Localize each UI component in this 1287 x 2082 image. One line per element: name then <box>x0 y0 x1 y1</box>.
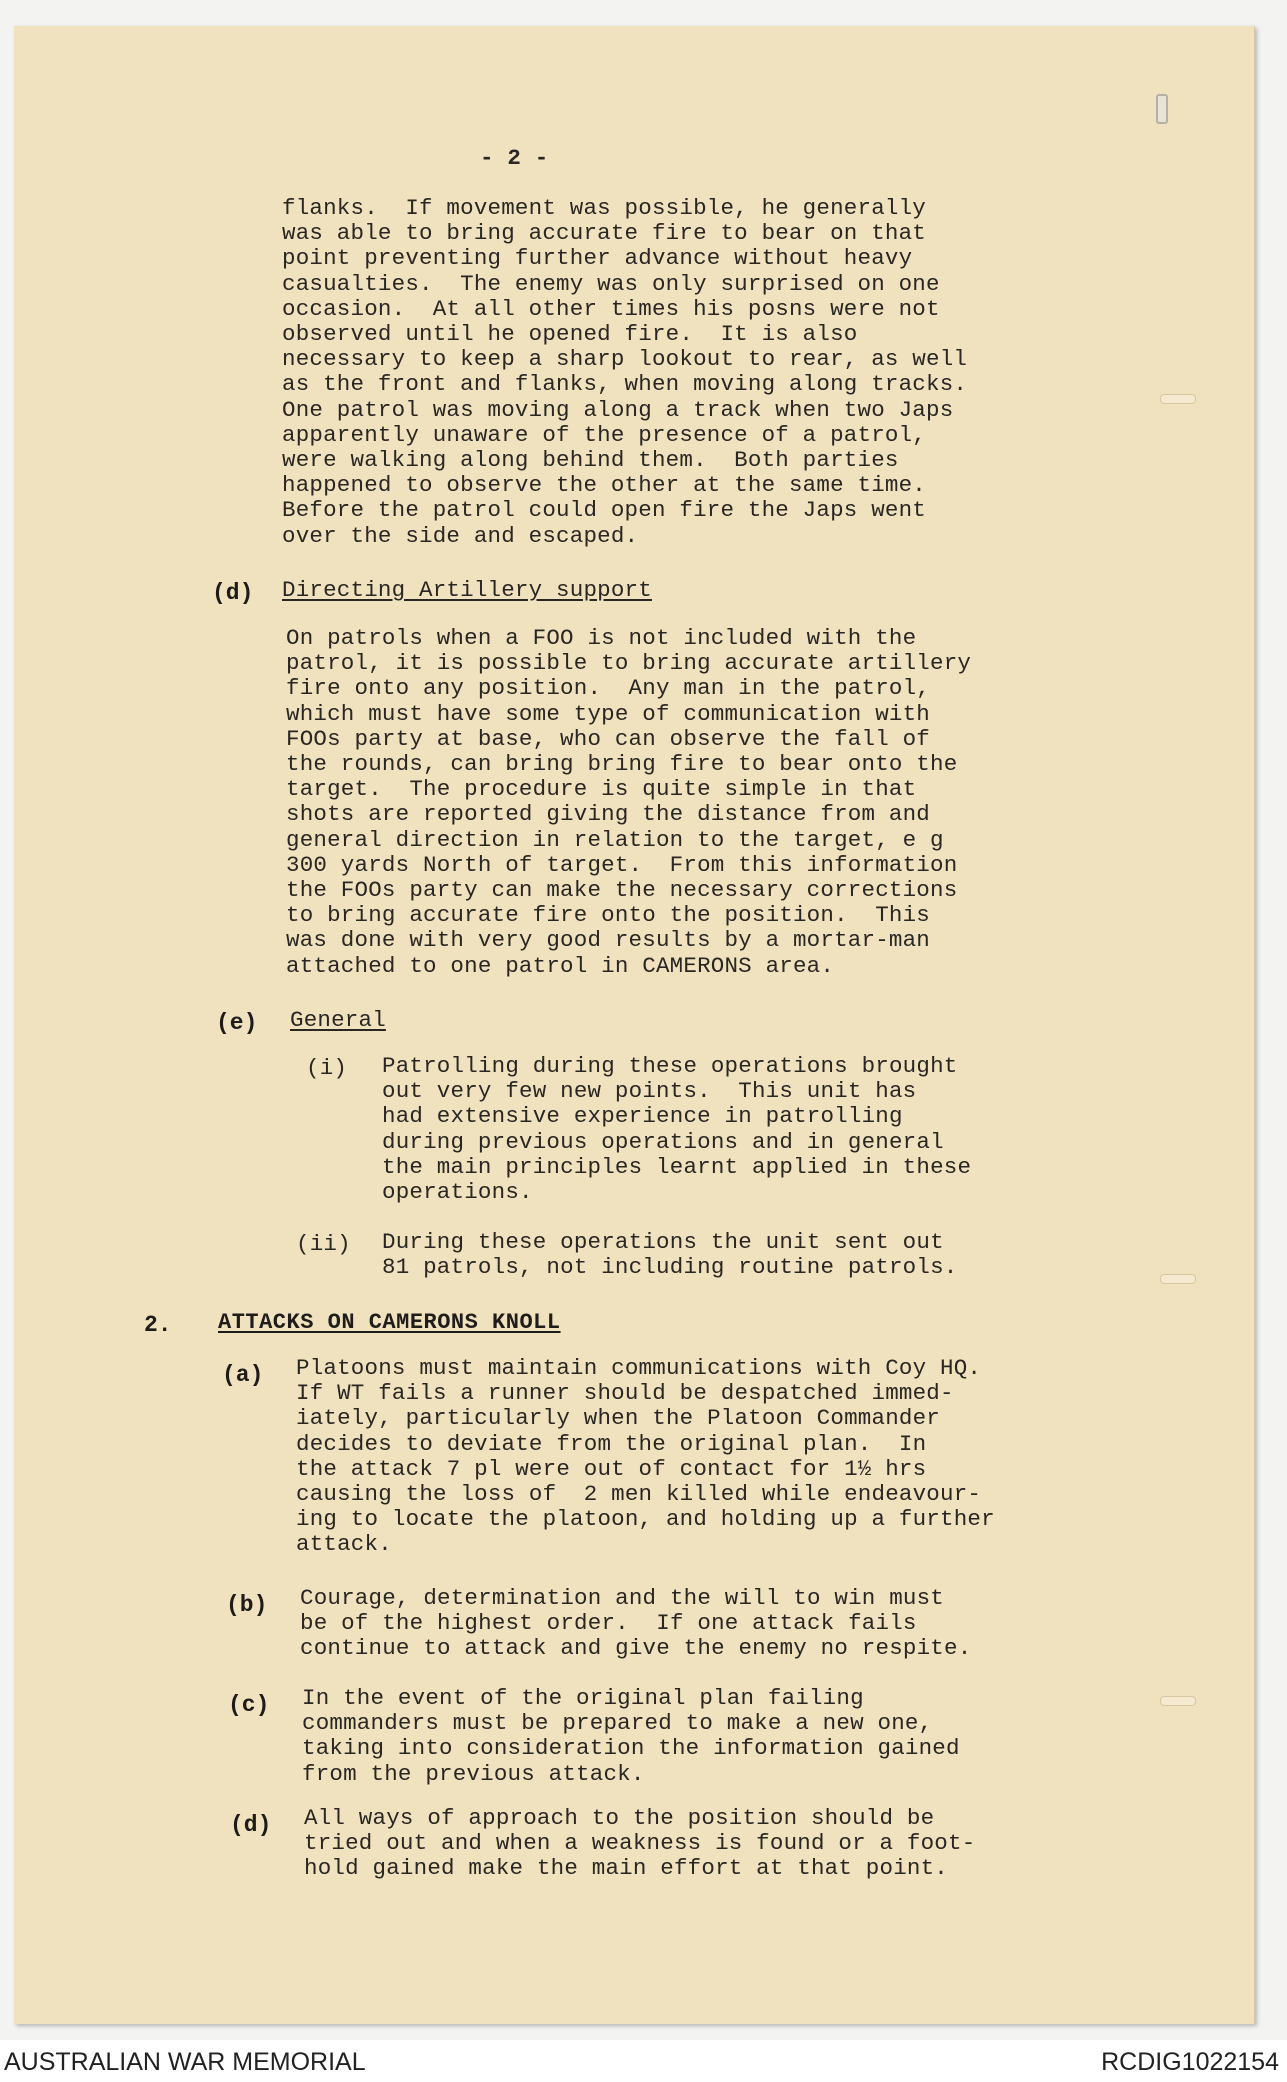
item-e-label: (e) <box>216 1010 258 1036</box>
punch-hole-mark <box>1160 394 1196 404</box>
item-e-heading: General <box>290 1007 386 1033</box>
punch-hole-mark <box>1160 1274 1196 1284</box>
section-2-item-b-text: Courage, determination and the will to win must be of the highest order. If one attack fails continue to attack and give the enemy no respite. <box>300 1585 972 1662</box>
section-2-number: 2. <box>144 1312 172 1338</box>
item-e-i-label: (i) <box>306 1055 348 1081</box>
section-2-item-c-label: (c) <box>228 1692 270 1718</box>
section-1-continuation-text: flanks. If movement was possible, he generally was able to bring accurate fire to bear on that point preventing further advance without heavy casualties. The enemy was only surprised on one occasion. At all other times his posns were not observed until he opened fire. It is also necessary to keep a sharp lookout to rear, as well as the front and flanks, when moving along tracks. One patrol was moving along a track when two Japs apparently unaware of the presence of a patrol, were walking along behind them. Both parties happened to observe the other at the same time. Before the patrol could open fire the Japs went over the side and escaped. <box>282 195 968 549</box>
section-2-item-a-label: (a) <box>222 1362 264 1388</box>
item-d-text: On patrols when a FOO is not included with the patrol, it is possible to bring accurate artillery fire onto any position. Any man in the patrol, which must have some type of communication with FOOs party at base, who can observe the fall of the rounds, can bring bring fire to bear onto the target. The procedure is quite simple in that shots are reported giving the distance from and general direction in relation to the target, e g 300 yards North of target. From this information the FOOs party can make the necessary corrections to bring accurate fire onto the position. This was done with very good results by a mortar-man attached to one patrol in CAMERONS area. <box>286 625 972 979</box>
section-2-item-b-label: (b) <box>226 1592 268 1618</box>
item-e-ii-label: (ii) <box>296 1231 351 1257</box>
section-2-item-d-label: (d) <box>230 1812 272 1838</box>
section-2-item-d-text: All ways of approach to the position should be tried out and when a weakness is found or a foot- hold gained make the main effort at that point. <box>304 1805 976 1882</box>
item-d-label: (d) <box>212 580 254 606</box>
item-e-ii-text: During these operations the unit sent out 81 patrols, not including routine patrols. <box>382 1229 958 1281</box>
footer-source-label: AUSTRALIAN WAR MEMORIAL <box>4 2048 366 2076</box>
item-d-heading: Directing Artillery support <box>282 577 652 603</box>
footer-record-id: RCDIG1022154 <box>1101 2048 1279 2076</box>
staple-mark <box>1156 94 1168 124</box>
section-2-heading: ATTACKS ON CAMERONS KNOLL <box>218 1310 561 1335</box>
item-e-i-text: Patrolling during these operations brought out very few new points. This unit has had extensive experience in patrolling during previous operations and in general the main principles learnt applied in these operations. <box>382 1053 972 1206</box>
punch-hole-mark <box>1160 1696 1196 1706</box>
page-number: - 2 - <box>480 145 549 171</box>
section-2-item-a-text: Platoons must maintain communications with Coy HQ. If WT fails a runner should be despatched immed- iately, particularly when the Platoon Commander decides to deviate from the original plan. In the attack 7 pl were out of contact for 1½ hrs causing the loss of 2 men killed while endeavour- ing to locate the platoon, and holding up a further attack. <box>296 1355 995 1558</box>
section-2-item-c-text: In the event of the original plan failing commanders must be prepared to make a new one, taking into consideration the information gained from the previous attack. <box>302 1685 960 1787</box>
